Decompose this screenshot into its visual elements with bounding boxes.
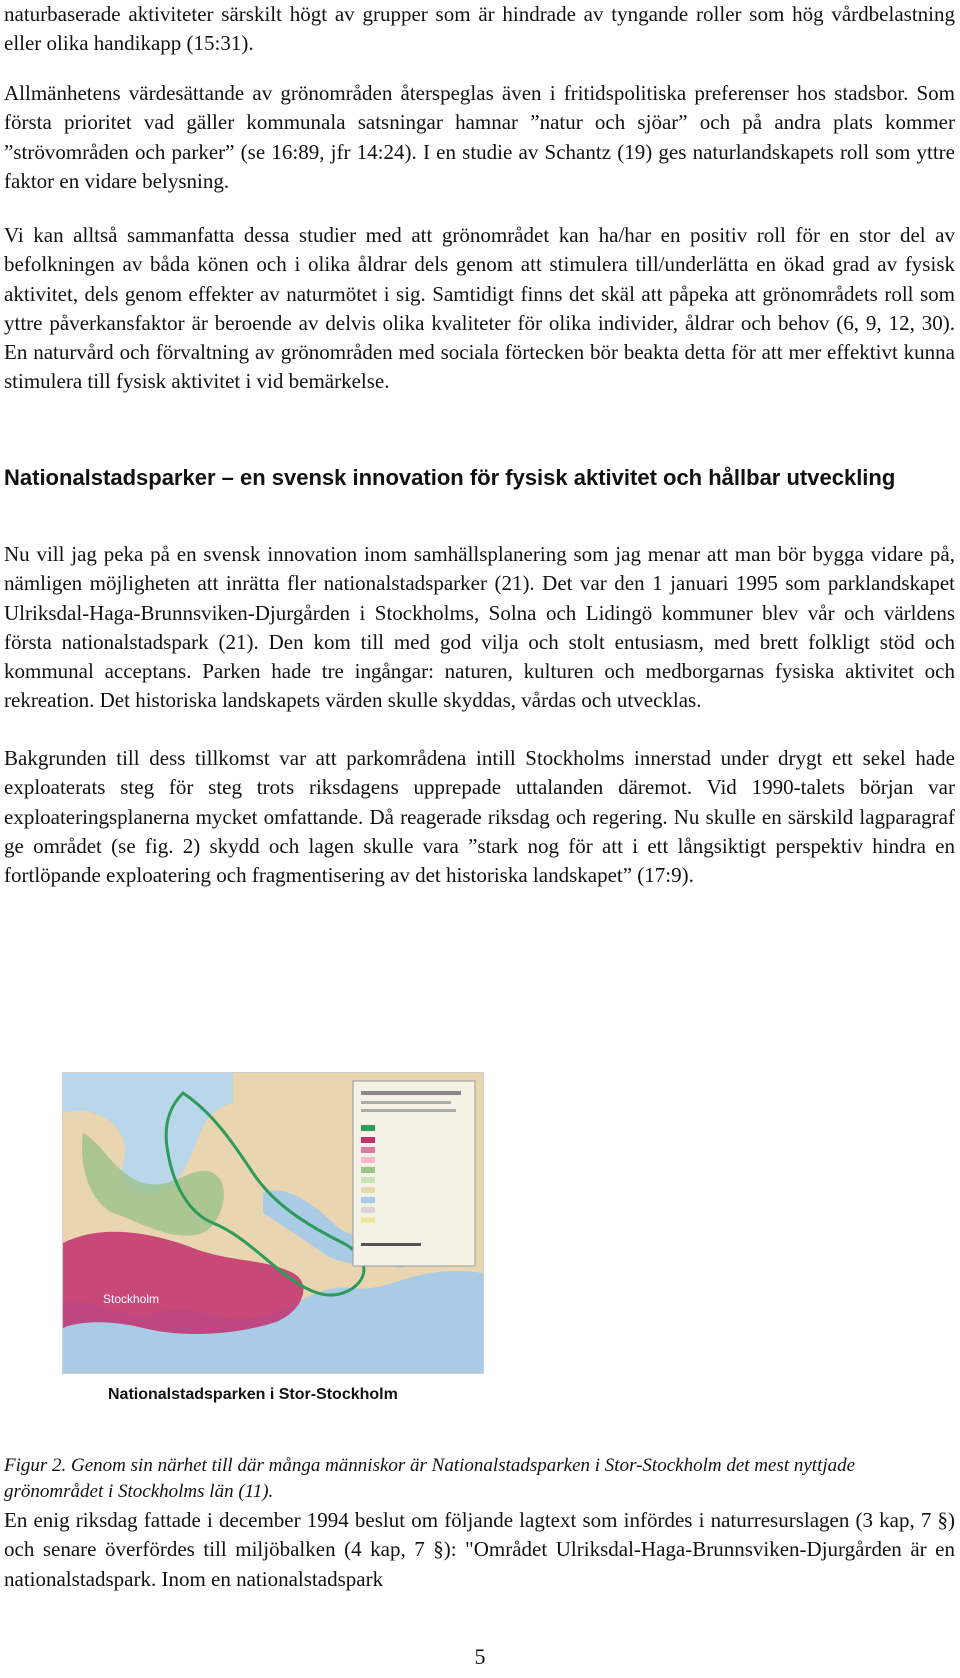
legend-title-line [361,1109,456,1112]
figure-caption: Figur 2. Genom sin närhet till där många människor är Nationalstadsparken i Stor-Stockholm det mest nyttjade grönområdet i Stockholms län (11). [4,1455,856,1502]
paragraph-5: Bakgrunden till dess tillkomst var att parkområdena intill Stockholms innerstad under drygt ett sekel hade exploaterats steg för steg trots riksdagens upprepade uttalanden däremot. Vid 1990-talets början var exploateringsplanerna mycket omfattande. Då reagerade riksdag och regering. Nu skulle en särskild lagparagraf ge området (se fig. 2) skydd och lagen skulle vara ”stark nog för att i ett långsiktigt perspektiv hindra en fortlöpande exploatering och fragmentisering av det historiska landskapet” (17:9). [4,746,955,888]
legend-swatch [361,1157,375,1163]
legend-swatch [361,1137,375,1143]
legend-swatch [361,1197,375,1203]
paragraph-4: Nu vill jag peka på en svensk innovation inom samhällsplanering som jag menar att man bör bygga vidare på, nämligen möjligheten att inrätta fler nationalstadsparker (21). Det var den 1 januari 1995 som parklandskapet Ulriksdal-Haga-Brunnsviken-Djurgården i Stockholms, Solna och Lidingö kommuner blev vår och världens första nationalstadspark (21). Den kom till med god vilja och stolt entusiasm, med brett folkligt stöd och kommunal acceptans. Parken hade tre ingångar: naturen, kulturen och medborgarnas fysiska aktivitet och rekreation. Det historiska landskapets värden skulle skyddas, vårdas och utvecklas. [4,542,955,713]
legend-title-line [361,1091,461,1095]
map-illustration [63,1073,483,1373]
legend-swatch [361,1177,375,1183]
map-legend-panel [353,1081,475,1266]
paragraph-3: Vi kan alltså sammanfatta dessa studier med att grönområdet kan ha/har en positiv roll för en stor del av befolkningen av båda könen och i olika åldrar dels genom att stimulera till/underlätta en ökad grad av fysisk aktivitet, dels genom effekter av naturmötet i sig. Samtidigt finns det skäl att påpeka att grönområdets roll som yttre påverkansfaktor är beroende av delvis olika kvaliteter för olika individer, åldrar och behov (6, 9, 12, 30). En naturvård och förvaltning av grönområden med sociala förtecken bör beakta detta för att mer effektivt kunna stimulera till fysisk aktivitet i vid bemärkelse. [4,223,955,394]
paragraph-1: naturbaserade aktiviteter särskilt högt av grupper som är hindrade av tyngande roller som hög vårdbelastning eller olika handikapp (15:31). [4,2,955,56]
legend-scale-bar [361,1243,421,1246]
page-number: 5 [474,1644,486,1669]
legend-title-line [361,1101,451,1104]
paragraph-2: Allmänhetens värdesättande av grönområden återspeglas även i fritidspolitiska preferenser hos stadsbor. Som första prioritet vad gäller kommunala satsningar hamnar ”natur och sjöar” och på andra plats kommer ”strövområden och parker” (se 16:89, jfr 14:24). I en studie av Schantz (19) ges naturlandskapets roll som yttre faktor en vidare belysning. [4,81,955,193]
nationalstadspark-map-image [62,1072,484,1374]
legend-swatch [361,1167,375,1173]
map-city-label: Stockholm [103,1292,160,1306]
legend-swatch [361,1187,375,1193]
paragraph-6: En enig riksdag fattade i december 1994 beslut om följande lagtext som infördes i naturresurslagen (3 kap, 7 §) och senare överfördes till miljöbalken (4 kap, 7 §): "Området Ulriksdal-Haga-Brunnsviken-Djurgården är en nationalstadspark. Inom en nationalstadspark [4,1508,955,1591]
legend-swatch [361,1207,375,1213]
section-heading: Nationalstadsparker – en svensk innovation för fysisk aktivitet och hållbar utveckling [4,465,896,490]
map-caption: Nationalstadsparken i Stor-Stockholm [108,1386,398,1403]
legend-swatch [361,1125,375,1131]
legend-swatch [361,1147,375,1153]
legend-swatch [361,1217,375,1223]
